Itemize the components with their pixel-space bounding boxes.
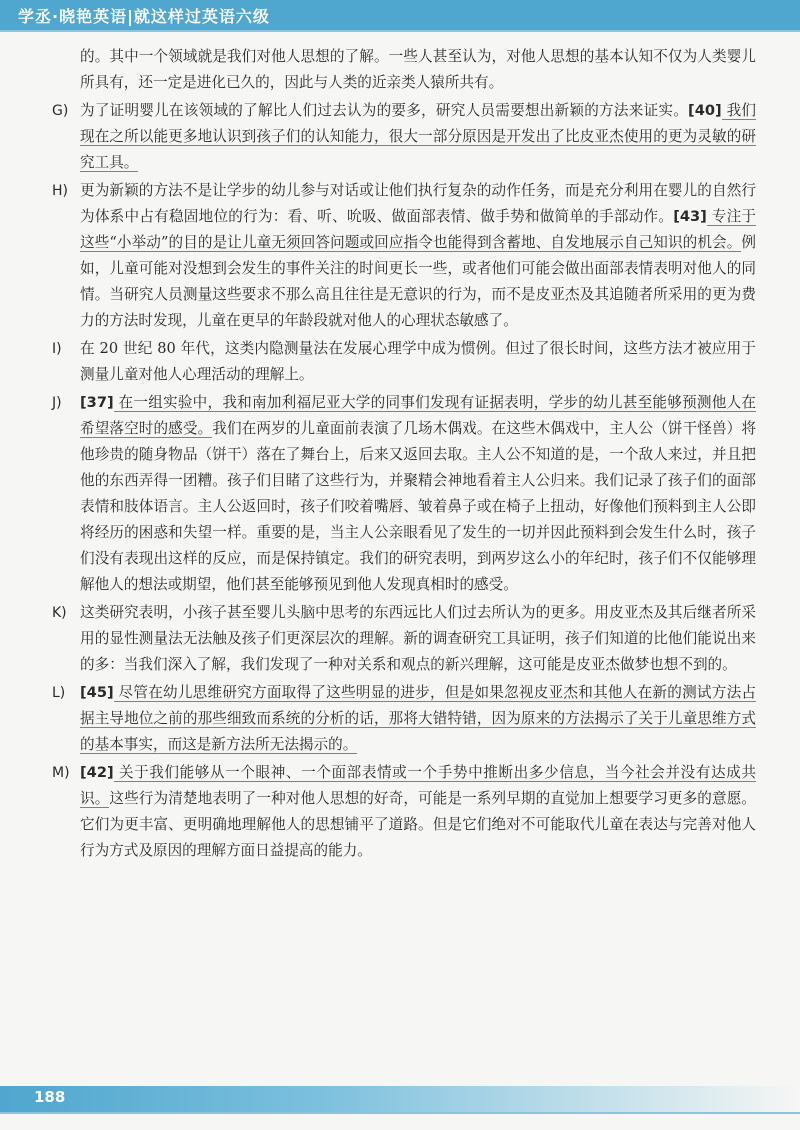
paragraph — [52, 98, 756, 176]
paragraph-letter: J) — [52, 395, 62, 411]
paragraph-letter: L) — [52, 685, 66, 701]
footer-divider — [0, 1112, 800, 1114]
body-text: 为了证明婴儿在该领域的了解比人们过去认为的要多，研究人员需要想出新颖的方法来证实。 — [80, 102, 689, 119]
paragraph — [52, 336, 756, 388]
underlined-answer-text: 关于我们能够从一个眼神、一个面部表情或一个手势中推断出多少信息，当今社会并没有达成共识。 — [80, 764, 756, 807]
footer-band — [0, 1086, 800, 1112]
paragraph-letter: G) — [52, 103, 69, 119]
paragraph-letter: M) — [52, 765, 70, 781]
question-number: [45] — [80, 684, 114, 701]
page-number: 188 — [34, 1088, 66, 1106]
question-number: [40] — [688, 102, 722, 119]
paragraph-letter: I) — [52, 341, 62, 357]
body-text: 这类研究表明，小孩子甚至婴儿头脑中思考的东西远比人们过去所认为的更多。用皮亚杰及其后继者所采用的显性测量法无法触及孩子们更深层次的理解。新的调查研究工具证明，孩子们知道的比他们能说出来的多：当我们深入了解，我们发现了一种对关系和观点的新兴理解，这可能是皮亚杰做梦也想不到的。 — [80, 604, 756, 673]
paragraph-letter: K) — [52, 605, 67, 621]
body-text: 更为新颖的方法不是让学步的幼儿参与对话或让他们执行复杂的动作任务，而是充分利用在婴儿的自然行为体系中占有稳固地位的行为：看、听、吮吸、做面部表情、做手势和做简单的手部动作。 — [80, 182, 756, 225]
underlined-answer-text: 专注于这些“小举动”的目的是让儿童无须回答问题或回应指令也能得到含蓄地、自发地展示自己知识的机会。 — [80, 208, 756, 251]
body-text: 这些行为清楚地表明了一种对他人思想的好奇，可能是一系列早期的直觉加上想要学习更多的意愿。它们为更丰富、更明确地理解他人的思想铺平了道路。但是它们绝对不可能取代儿童在表达与完善对他人行为方式及原因的理解方面日益提高的能力。 — [80, 790, 756, 859]
question-number: [42] — [80, 764, 114, 781]
body-text: 例如，儿童可能对没想到会发生的事件关注的时间更长一些，或者他们可能会做出面部表情表明对他人的同情。当研究人员测量这些要求不那么高且往往是无意识的行为，而不是皮亚杰及其追随者所采用的更为费力的方法时发现，儿童在更早的年龄段就对他人的心理状态敏感了。 — [80, 234, 756, 329]
passage-text — [52, 44, 756, 866]
paragraph — [52, 600, 756, 678]
question-number: [37] — [80, 394, 114, 411]
paragraph-letter: H) — [52, 183, 68, 199]
paragraph — [52, 44, 756, 96]
paragraph — [52, 760, 756, 864]
header-corner — [300, 0, 322, 30]
paragraph — [52, 178, 756, 334]
question-number: [43] — [673, 208, 707, 225]
body-text: 我们在两岁的儿童面前表演了几场木偶戏。在这些木偶戏中，主人公（饼干怪兽）将他珍贵的随身物品（饼干）落在了舞台上，后来又返回去取。主人公不知道的是，一个敌人来过，并且把他的东西弄得一团糟。孩子们目睹了这些行为，并聚精会神地看着主人公归来。我们记录了孩子们的面部表情和肢体语言。主人公返回时，孩子们咬着嘴唇、皱着鼻子或在椅子上扭动，好像他们预料到主人公即将经历的困惑和失望一样。重要的是，当主人公亲眼看见了发生的一切并因此预料到会发生什么时，孩子们没有表现出这样的反应，而是保持镇定。我们的研究表明，到两岁这么小的年纪时，孩子们不仅能够理解他人的想法或期望，他们甚至能够预见到他人发现真相时的感受。 — [80, 420, 756, 593]
underlined-answer-text: 我们现在之所以能更多地认识到孩子们的认知能力，很大一部分原因是开发出了比皮亚杰使用的更为灵敏的研究工具。 — [80, 102, 757, 171]
body-text: 的。其中一个领域就是我们对他人思想的了解。一些人甚至认为，对他人思想的基本认知不仅为人类婴儿所具有，还一定是进化已久的，因此与人类的近亲类人猿所共有。 — [80, 48, 756, 91]
underlined-answer-text: 尽管在幼儿思维研究方面取得了这些明显的进步，但是如果忽视皮亚杰和其他人在新的测试方法占据主导地位之前的那些细致而系统的分析的话，那将大错特错，因为原来的方法揭示了关于儿童思维方式的基本事实，而这是新方法所无法揭示的。 — [80, 684, 756, 753]
underlined-answer-text: 在一组实验中，我和南加利福尼亚大学的同事们发现有证据表明，学步的幼儿甚至能够预测他人在希望落空时的感受。 — [80, 394, 756, 437]
header-divider — [0, 30, 800, 32]
paragraph — [52, 390, 756, 598]
book-series-title: 学丞·晓艳英语|就这样过英语六级 — [18, 7, 270, 26]
paragraph — [52, 680, 756, 758]
body-text: 在 20 世纪 80 年代，这类内隐测量法在发展心理学中成为惯例。但过了很长时间，这些方法才被应用于测量儿童对他人心理活动的理解上。 — [80, 340, 756, 383]
